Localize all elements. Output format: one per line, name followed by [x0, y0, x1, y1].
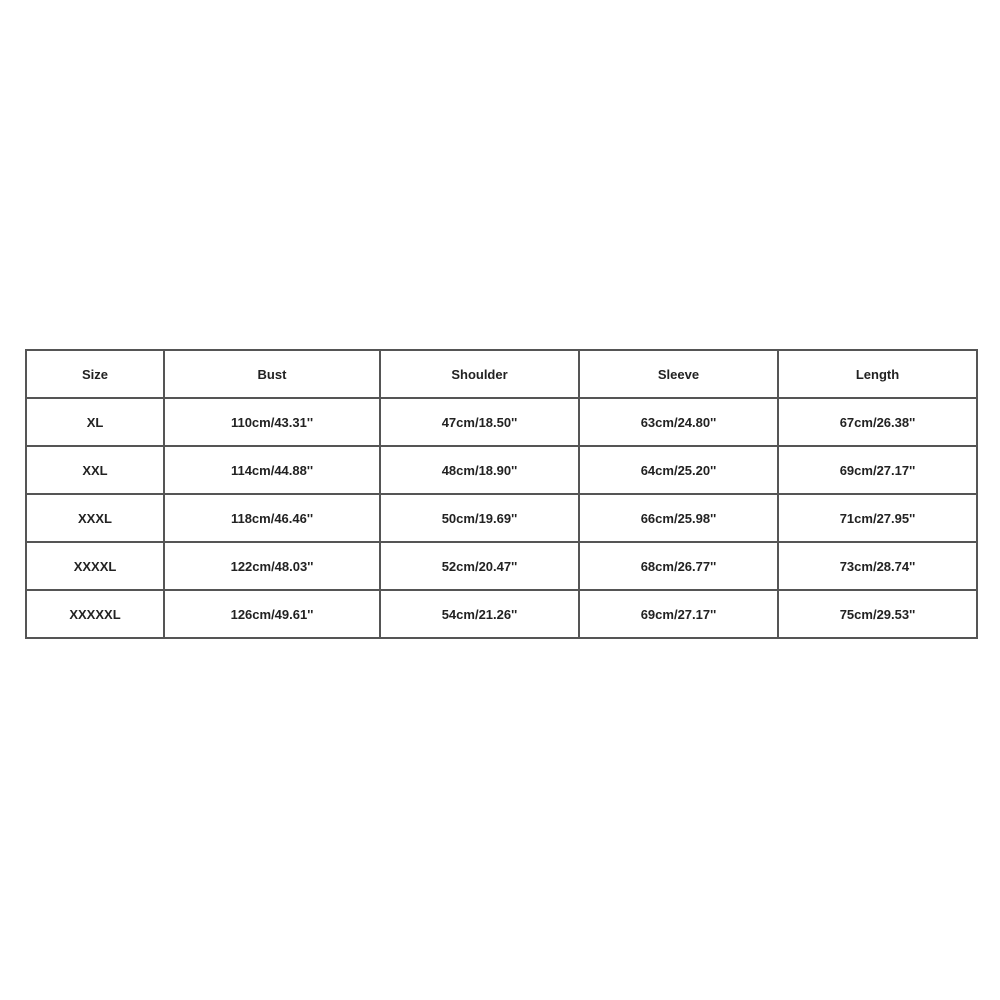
- cell-bust: 110cm/43.31'': [164, 398, 380, 446]
- cell-bust: 122cm/48.03'': [164, 542, 380, 590]
- cell-bust: 114cm/44.88'': [164, 446, 380, 494]
- cell-size: XXXL: [26, 494, 164, 542]
- table-row: [26, 398, 977, 446]
- cell-length: 73cm/28.74'': [778, 542, 977, 590]
- cell-sleeve: 68cm/26.77'': [579, 542, 778, 590]
- cell-length: 67cm/26.38'': [778, 398, 977, 446]
- header-size: Size: [26, 350, 164, 398]
- cell-length: 69cm/27.17'': [778, 446, 977, 494]
- table-row: [26, 446, 977, 494]
- header-row: [26, 350, 977, 398]
- cell-sleeve: 64cm/25.20'': [579, 446, 778, 494]
- table-header: [26, 350, 977, 398]
- header-bust: Bust: [164, 350, 380, 398]
- cell-shoulder: 54cm/21.26'': [380, 590, 579, 638]
- header-sleeve: Sleeve: [579, 350, 778, 398]
- size-chart-table: [25, 349, 978, 639]
- cell-sleeve: 63cm/24.80'': [579, 398, 778, 446]
- cell-length: 75cm/29.53'': [778, 590, 977, 638]
- cell-size: XL: [26, 398, 164, 446]
- cell-shoulder: 47cm/18.50'': [380, 398, 579, 446]
- cell-size: XXL: [26, 446, 164, 494]
- table-row: [26, 494, 977, 542]
- table-row: [26, 542, 977, 590]
- cell-bust: 126cm/49.61'': [164, 590, 380, 638]
- cell-length: 71cm/27.95'': [778, 494, 977, 542]
- table-body: [26, 398, 977, 638]
- cell-size: XXXXL: [26, 542, 164, 590]
- cell-shoulder: 52cm/20.47'': [380, 542, 579, 590]
- cell-sleeve: 66cm/25.98'': [579, 494, 778, 542]
- cell-size: XXXXXL: [26, 590, 164, 638]
- header-shoulder: Shoulder: [380, 350, 579, 398]
- table-row: [26, 590, 977, 638]
- cell-sleeve: 69cm/27.17'': [579, 590, 778, 638]
- header-length: Length: [778, 350, 977, 398]
- cell-shoulder: 48cm/18.90'': [380, 446, 579, 494]
- cell-shoulder: 50cm/19.69'': [380, 494, 579, 542]
- cell-bust: 118cm/46.46'': [164, 494, 380, 542]
